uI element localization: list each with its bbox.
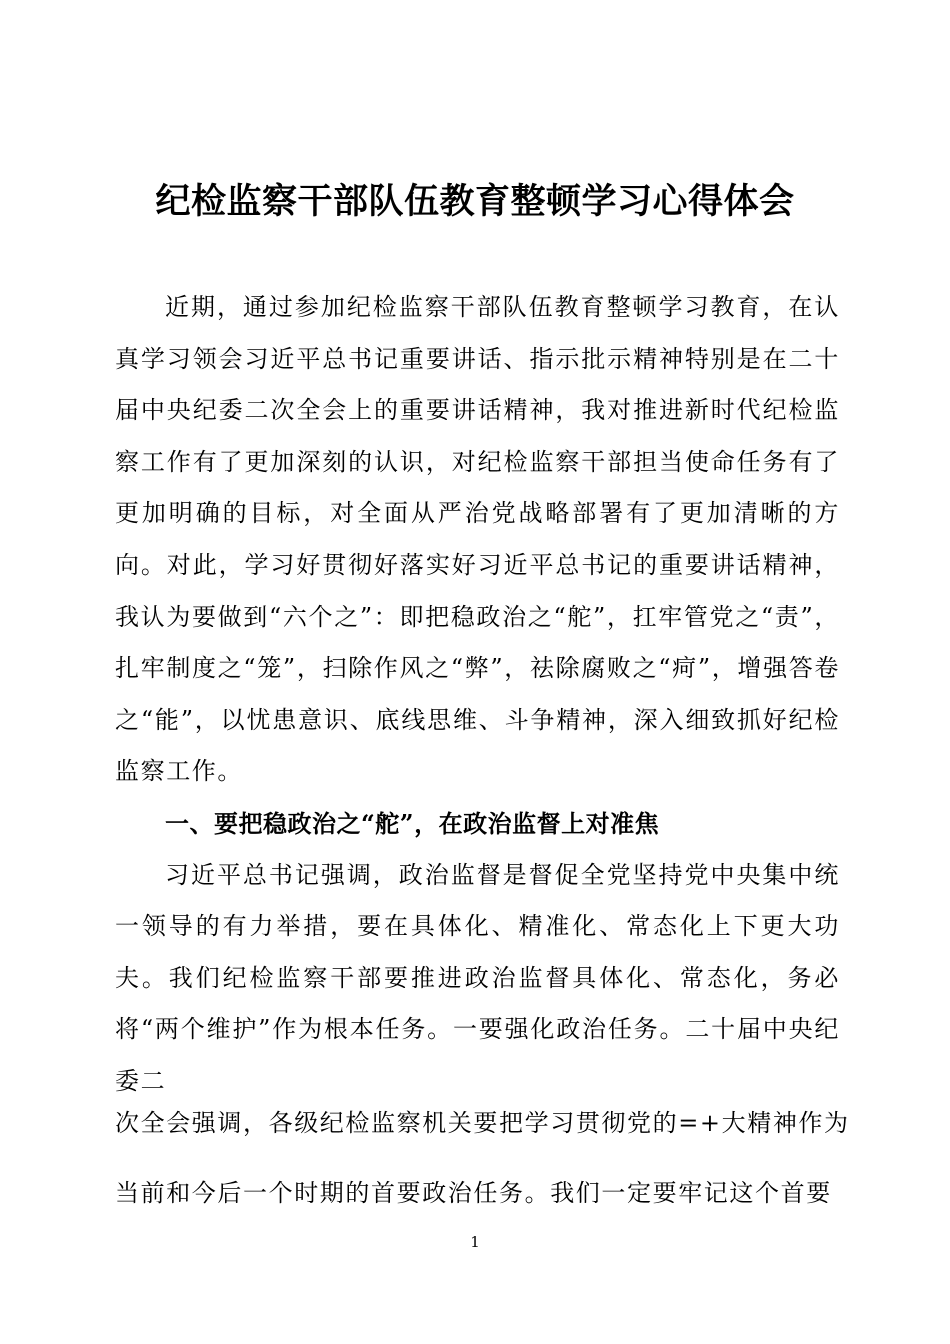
continued-line-2: 当前和今后一个时期的首要政治任务。我们一定要牢记这个首要 (115, 1179, 832, 1207)
page-number: 1 (470, 1233, 480, 1251)
intro-paragraph: 近期，通过参加纪检监察干部队伍教育整顿学习教育，在认真学习领会习近平总书记重要讲话、指示批示精神特别是在二十届中央纪委二次全会上的重要讲话精神，我对推进新时代纪检监察工作有了更加深刻的认识，对纪检监察干部担当使命任务有了更加明确的目标，对全面从严治党战略部署有了更加清晰的方向。对此，学习好贯彻好落实好习近平总书记的重要讲话精神，我认为要做到“六个之”：即把稳政治之“舵”，扛牢管党之“责”，扎牢制度之“笼”，扫除作风之“弊”，祛除腐败之“疴”，增强答卷之“能”，以忧患意识、底线思维、斗争精神，深入细致抓好纪检监察工作。 (115, 293, 840, 786)
continued-line-1: 次全会强调，各级纪检监察机关要把学习贯彻党的=+大精神作为 (115, 1109, 850, 1137)
section-1-heading: 一、要把稳政治之“舵”，在政治监督上对准焦 (165, 808, 660, 838)
section-1-paragraph: 习近平总书记强调，政治监督是督促全党坚持党中央集中统一领导的有力举措，要在具体化、精准化、常态化上下更大功夫。我们纪检监察干部要推进政治监督具体化、常态化，务必将“两个维护”作为根本任务。一要强化政治任务。二十届中央纪委二 (115, 860, 840, 1095)
document-body (115, 282, 840, 1108)
page-title: 纪检监察干部队伍教育整顿学习心得体会 (155, 181, 795, 222)
continued-text (115, 1088, 850, 1228)
